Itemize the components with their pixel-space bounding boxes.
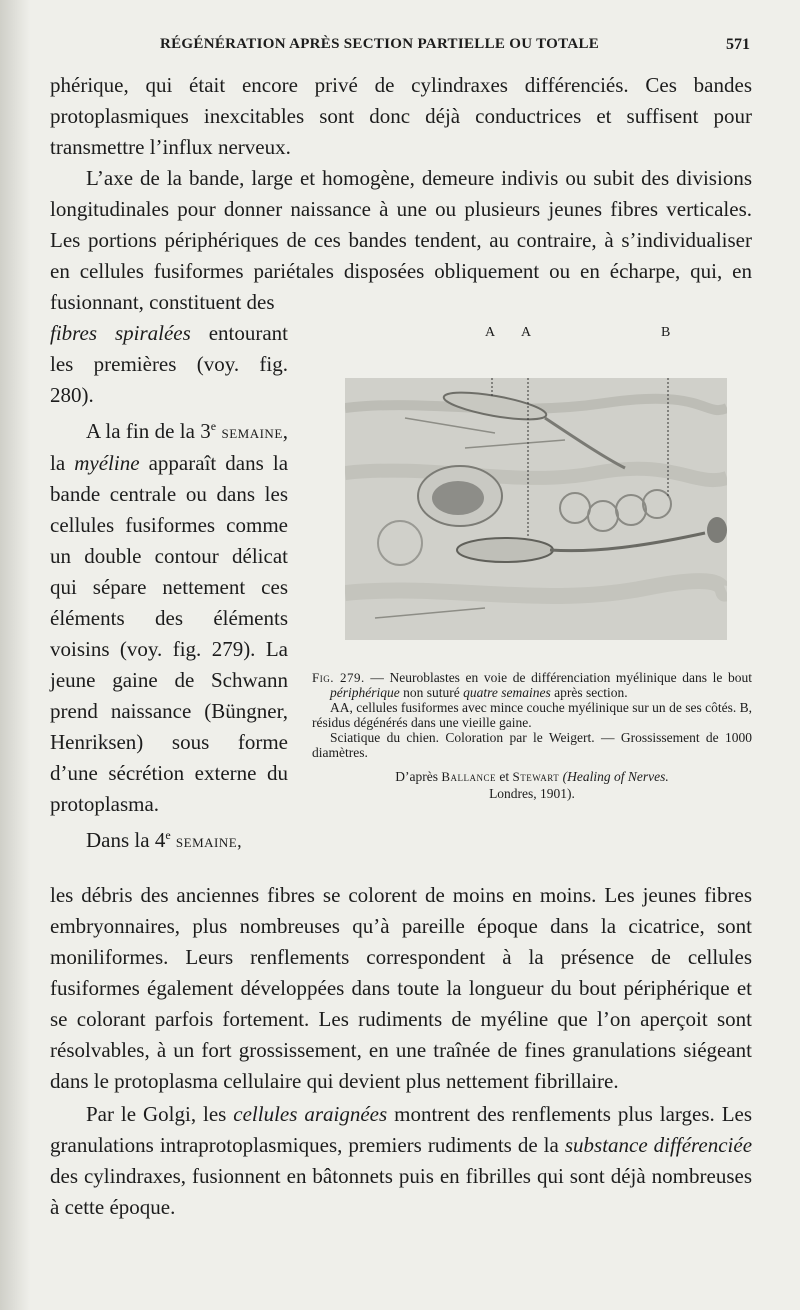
caption-text-2: non suturé: [403, 685, 460, 700]
paragraph-4-continuation: les débris des anciennes fibres se colorent de moins en moins. Les jeunes fibres embryonnaires, plus nombreuses qu’à pareille époque dans la cicatrice, sont moniliformes. Leurs renflements correspondent à la présence de cellules fusiformes également développées dans toute la longueur du bout périphérique et se colorant parfois fortement. Les rudiments de myéline que l’on aperçoit sont résolvables, à un fort grossissement, en une traînée de fines granulations siégeant dans le protoplasma cellulaire qui devient plus nettement fibrillaire.: [50, 883, 752, 1093]
caption-em-2: quatre semaines: [463, 685, 551, 700]
ordinal-sup-2: e: [165, 828, 171, 842]
paragraph-4-start: [50, 820, 288, 857]
caption-line-2: AA, cellules fusiformes avec mince couche myélinique sur un de ses côtés. B, résidus dégénérés dans une vieille gaine.: [312, 700, 752, 730]
paragraph-5-mid: montrent des renflements plus larges. Les granulations intraprotoplasmiques, premiers rudiments de la: [50, 1102, 753, 1157]
credit-author-1: Ballance: [441, 769, 497, 784]
caption-em: périphérique: [330, 685, 400, 700]
dark-mass: [707, 517, 727, 543]
term-fibres-spiralees: fibres spiralées: [50, 321, 191, 345]
page-number: 571: [726, 36, 750, 53]
credit-text: D’après: [395, 769, 438, 784]
small-caps-semaine-2: semaine,: [175, 831, 243, 851]
bottom-text-block: [50, 880, 752, 1223]
caption-credit: [312, 768, 752, 802]
caption-line-3: Sciatique du chien. Coloration par le Weigert. — Grossissement de 1000 diamètres.: [312, 730, 752, 760]
micrograph-figure: [345, 378, 727, 640]
label-a-second: A: [521, 325, 532, 340]
ordinal-sup: e: [210, 419, 217, 433]
caption-text-3: après section.: [554, 685, 628, 700]
paragraph-5: [50, 1099, 752, 1223]
paragraph-4-lead: Dans la 4: [86, 828, 166, 852]
paragraph-3: [50, 411, 288, 820]
paragraph-3-body: apparaît dans la bande centrale ou dans les cellules fusiformes comme un double contour délicat qui sépare nettement ces éléments des éléments voisins (voy. fig. 279). La jeune gaine de Schwann prend naissance (Büngner, Henriksen) sous forme d’une sécrétion externe du protoplasma.: [50, 451, 289, 816]
caption-fig-number: Fig. 279.: [312, 670, 365, 685]
spindle-cell-lower: [457, 538, 553, 562]
left-column-text: [50, 318, 288, 857]
paragraph-5-start: Par le Golgi, les: [86, 1102, 227, 1126]
figure-caption: [312, 670, 752, 802]
credit-and: et: [499, 769, 510, 784]
caption-text: — Neuroblastes en voie de différenciation myélinique dans le bout: [370, 670, 752, 685]
paragraph-3-start: A la fin de la 3: [86, 419, 211, 443]
paragraph-2-continuation: [50, 318, 288, 411]
credit-book-title: (Healing of Nerves.: [562, 769, 669, 784]
figure-labels: [485, 325, 685, 345]
running-title: RÉGÉNÉRATION APRÈS SECTION PARTIELLE OU TOTALE: [160, 36, 600, 52]
credit-place-year: Londres, 1901).: [489, 786, 575, 801]
credit-author-2: Stewart: [512, 769, 560, 784]
paragraph-2: L’axe de la bande, large et homogène, demeure indivis ou subit des divisions longitudinales pour donner naissance à une ou plusieurs jeunes fibres verticales. Les portions périphériques de ces bandes tendent, au contraire, à s’individualiser en cellules fusiformes pariétales disposées obliquement ou en écharpe, qui, en fusionnant, constituent des: [50, 166, 752, 314]
small-caps-semaine: semaine: [221, 422, 283, 442]
page-edge-shadow: [0, 0, 30, 1310]
top-text-block: [50, 70, 752, 318]
label-b: B: [661, 325, 671, 340]
caption-line-1: [312, 670, 752, 700]
paragraph-1: phérique, qui était encore privé de cylindraxes différenciés. Ces bandes protoplasmiques inexcitables sont donc déjà conductrices et suffisent pour transmettre l’influx nerveux.: [50, 73, 752, 159]
label-a-first: A: [485, 325, 496, 340]
paragraph-3-mid: , la: [50, 419, 289, 475]
term-substance-differenciee: substance différenciée: [564, 1133, 753, 1157]
term-myeline: myéline: [74, 451, 140, 475]
micrograph-illustration: [345, 378, 727, 640]
paragraph-2-end: entourant les premières (voy. fig. 280).: [50, 321, 288, 407]
nucleus: [432, 481, 484, 515]
term-cellules-araignees: cellules araignées: [233, 1102, 388, 1126]
paragraph-5-end: des cylindraxes, fusionnent en bâtonnets puis en fibrilles qui sont déjà nombreuses à cette époque.: [50, 1164, 752, 1219]
